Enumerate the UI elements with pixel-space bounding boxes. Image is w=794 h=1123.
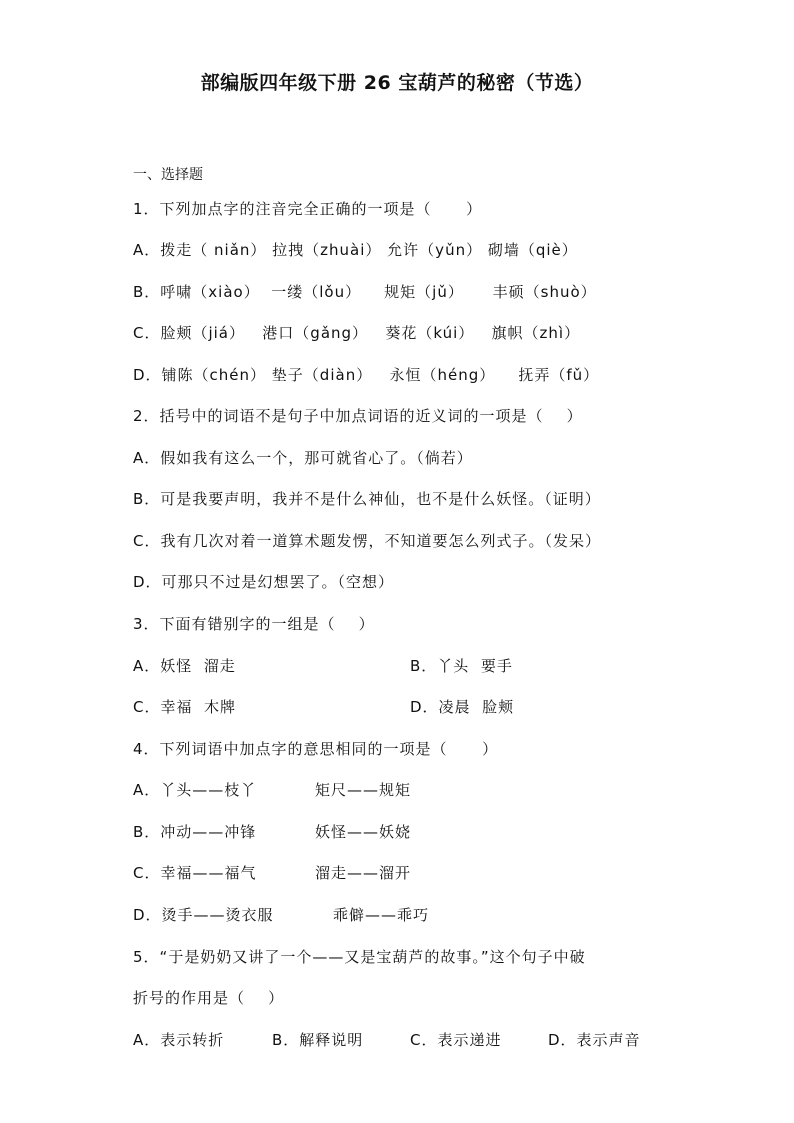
question-4-option-d-right: 乖僻——乖巧 — [333, 906, 430, 924]
question-3-option-b: B．丫头 要手 — [410, 657, 513, 675]
question-4-option-c-right: 溜走——溜开 — [315, 864, 412, 882]
question-4-option-b-right: 妖怪——妖娆 — [315, 823, 412, 841]
question-4-option-c-left: C．幸福——福气 — [133, 864, 257, 882]
question-2-option-a: A．假如我有这么一个，那可就省心了。（倘若） — [133, 449, 473, 467]
document-title: 部编版四年级下册 26 宝葫芦的秘密（节选） — [200, 72, 594, 94]
question-2-option-c: C．我有几次对着一道算术题发愣，不知道要怎么列式子。（发呆） — [133, 532, 601, 550]
question-5-option-b: B．解释说明 — [272, 1031, 364, 1049]
question-2-stem: 2．括号中的词语不是句子中加点词语的近义词的一项是（ ） — [133, 407, 583, 425]
question-1-stem: 1．下列加点字的注音完全正确的一项是（ ） — [133, 200, 483, 218]
question-1-option-d: D．铺陈（chén） 垫子（diàn） 永恒（héng） 抚弄（fǔ） — [133, 366, 600, 384]
question-5-option-c: C．表示递进 — [410, 1031, 502, 1049]
question-5-stem-line-1: 5．“于是奶奶又讲了一个——又是宝葫芦的故事。”这个句子中破 — [133, 948, 586, 966]
question-1-option-c: C．脸颊（jiá） 港口（gǎng） 葵花（kúi） 旗帜（zhì） — [133, 324, 581, 342]
question-4-option-a-right: 矩尺——规矩 — [315, 781, 412, 799]
question-4-stem: 4．下列词语中加点字的意思相同的一项是（ ） — [133, 740, 499, 758]
question-4-option-a-left: A．丫头——枝丫 — [133, 781, 257, 799]
question-3-option-c: C．幸福 木牌 — [133, 698, 237, 716]
question-2-option-b: B．可是我要声明，我并不是什么神仙，也不是什么妖怪。（证明） — [133, 490, 601, 508]
question-5-option-a: A．表示转折 — [133, 1031, 225, 1049]
question-2-option-d: D．可那只不过是幻想罢了。（空想） — [133, 573, 395, 591]
question-3-option-a: A．妖怪 溜走 — [133, 657, 236, 675]
question-5-stem-line-2: 折号的作用是（ ） — [133, 989, 285, 1007]
question-1-option-b: B．呼啸（xiào） 一缕（lǒu） 规矩（jǔ） 丰硕（shuò） — [133, 283, 597, 301]
question-1-option-a: A．拨走（ niǎn） 拉拽（zhuài） 允许（yǔn） 砌墙（qiè） — [133, 241, 578, 259]
question-3-option-d: D．凌晨 脸颊 — [410, 698, 515, 716]
question-4-option-b-left: B．冲动——冲锋 — [133, 823, 257, 841]
question-4-option-d-left: D．烫手——烫衣服 — [133, 906, 274, 924]
question-5-option-d: D．表示声音 — [548, 1031, 641, 1049]
section-heading: 一、选择题 — [133, 167, 203, 183]
question-3-stem: 3．下面有错别字的一组是（ ） — [133, 615, 375, 633]
